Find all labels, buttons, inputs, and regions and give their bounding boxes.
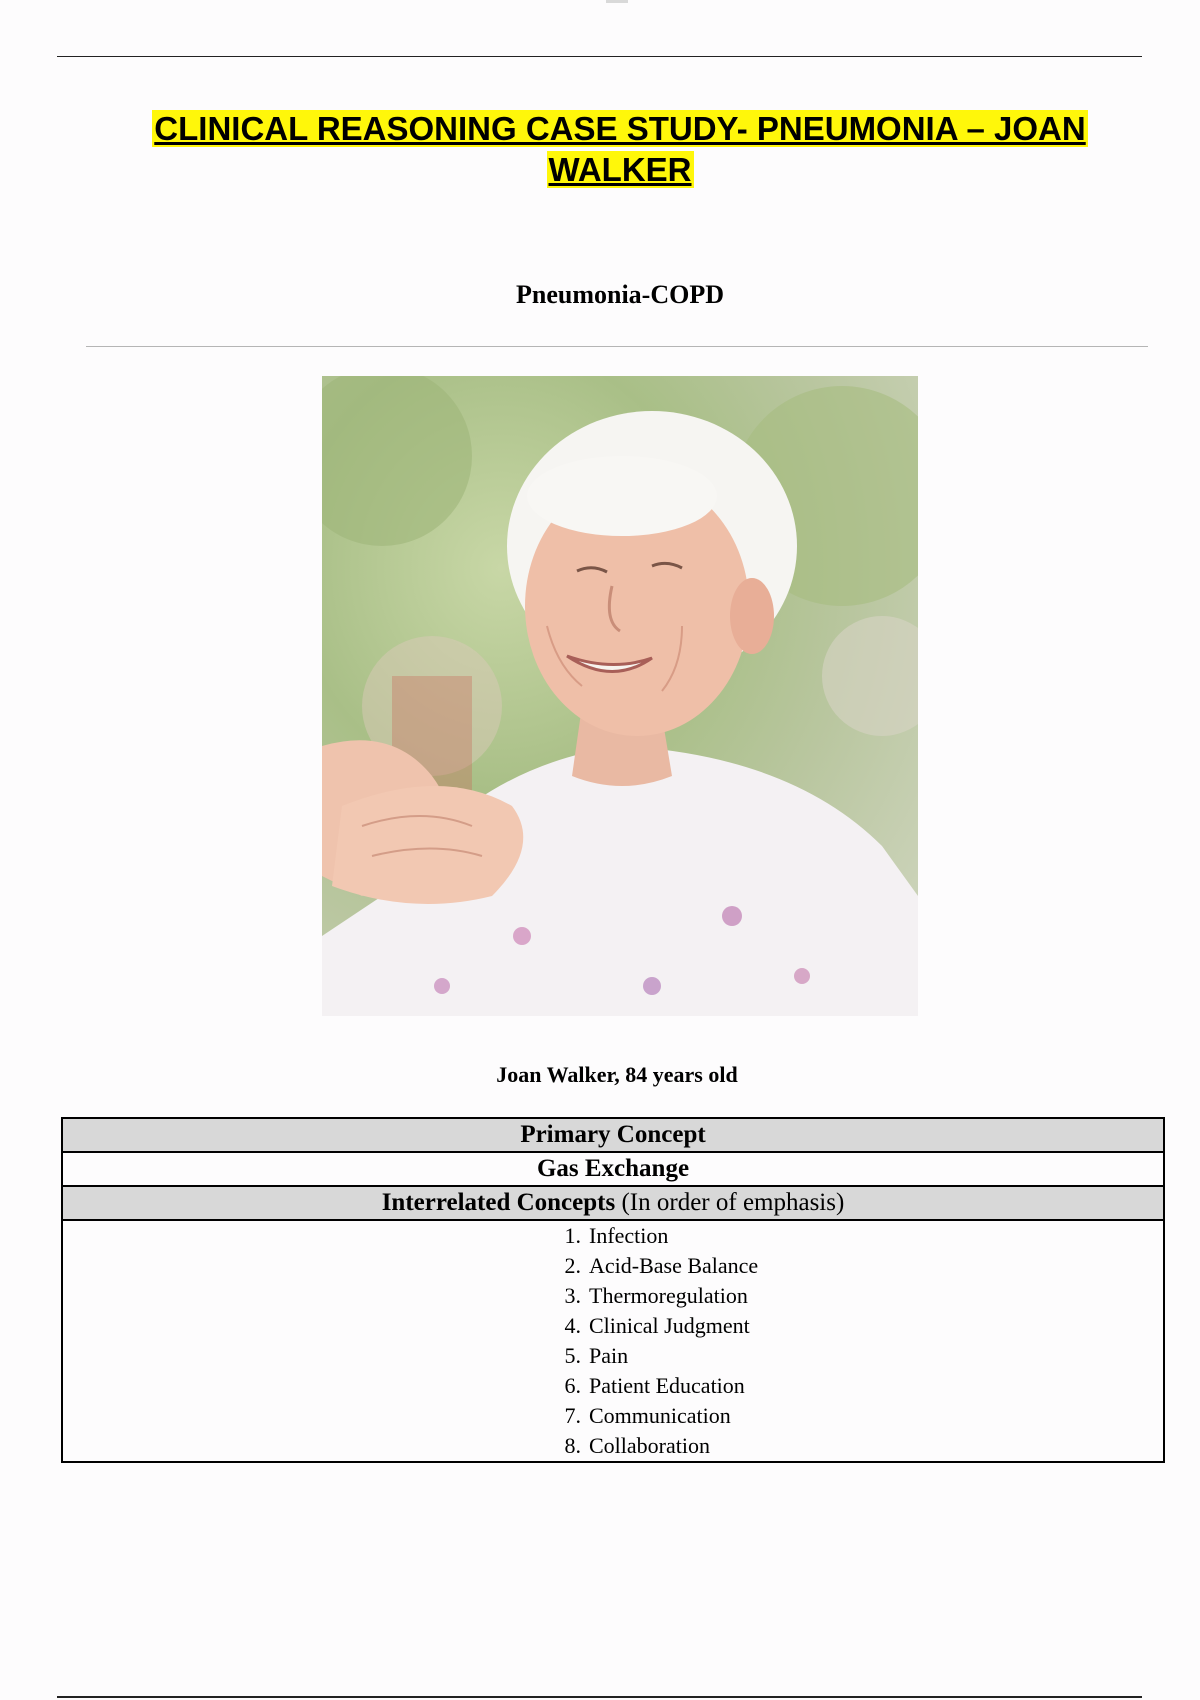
document-subtitle: Pneumonia-COPD	[516, 280, 724, 309]
list-item-label: Pain	[589, 1343, 629, 1368]
list-item-label: Patient Education	[589, 1373, 745, 1398]
concepts-table	[61, 1117, 1165, 1463]
list-item-number: 1.	[564, 1223, 581, 1248]
interrelated-header-label: Interrelated Concepts	[381, 1189, 616, 1216]
list-item-label: Collaboration	[589, 1433, 710, 1458]
list-item-number: 6.	[564, 1373, 581, 1398]
list-item-number: 2.	[564, 1253, 581, 1278]
interrelated-concepts-list-cell	[62, 1220, 1164, 1462]
list-item-number: 5.	[564, 1343, 581, 1368]
title-line-1: CLINICAL REASONING CASE STUDY- PNEUMONIA – JOAN	[154, 110, 1086, 147]
list-item-label: Thermoregulation	[589, 1283, 748, 1308]
list-item-number: 4.	[564, 1313, 581, 1338]
list-item	[553, 1311, 1163, 1341]
list-item-label: Infection	[589, 1223, 669, 1248]
primary-concept-header: Primary Concept	[62, 1118, 1164, 1152]
page-top-mark	[606, 0, 628, 3]
list-item	[553, 1251, 1163, 1281]
header-rule	[57, 56, 1142, 57]
list-item-label: Clinical Judgment	[589, 1313, 750, 1338]
primary-concept-header-row	[62, 1118, 1164, 1152]
list-item-number: 7.	[564, 1403, 581, 1428]
list-item-number: 8.	[564, 1433, 581, 1458]
interrelated-concepts-list	[553, 1221, 1163, 1461]
list-item-label: Acid-Base Balance	[589, 1253, 759, 1278]
subtitle-rule	[86, 346, 1148, 347]
interrelated-header-note: (In order of emphasis)	[615, 1189, 845, 1216]
primary-concept-value: Gas Exchange	[62, 1152, 1164, 1186]
interrelated-concepts-header-row	[62, 1186, 1164, 1220]
interrelated-concepts-header	[62, 1186, 1164, 1220]
list-item	[553, 1281, 1163, 1311]
list-item	[553, 1371, 1163, 1401]
list-item	[553, 1401, 1163, 1431]
list-item	[553, 1221, 1163, 1251]
interrelated-concepts-list-row	[62, 1220, 1164, 1462]
document-title	[90, 108, 1150, 190]
list-item-number: 3.	[564, 1283, 581, 1308]
patient-photo	[322, 376, 918, 1016]
photo-caption: Joan Walker, 84 years old	[496, 1062, 738, 1087]
list-item	[553, 1341, 1163, 1371]
list-item	[553, 1431, 1163, 1461]
title-line-2: WALKER	[548, 151, 692, 188]
footer-rule	[57, 1696, 1142, 1698]
list-item-label: Communication	[589, 1403, 731, 1428]
primary-concept-value-row	[62, 1152, 1164, 1186]
